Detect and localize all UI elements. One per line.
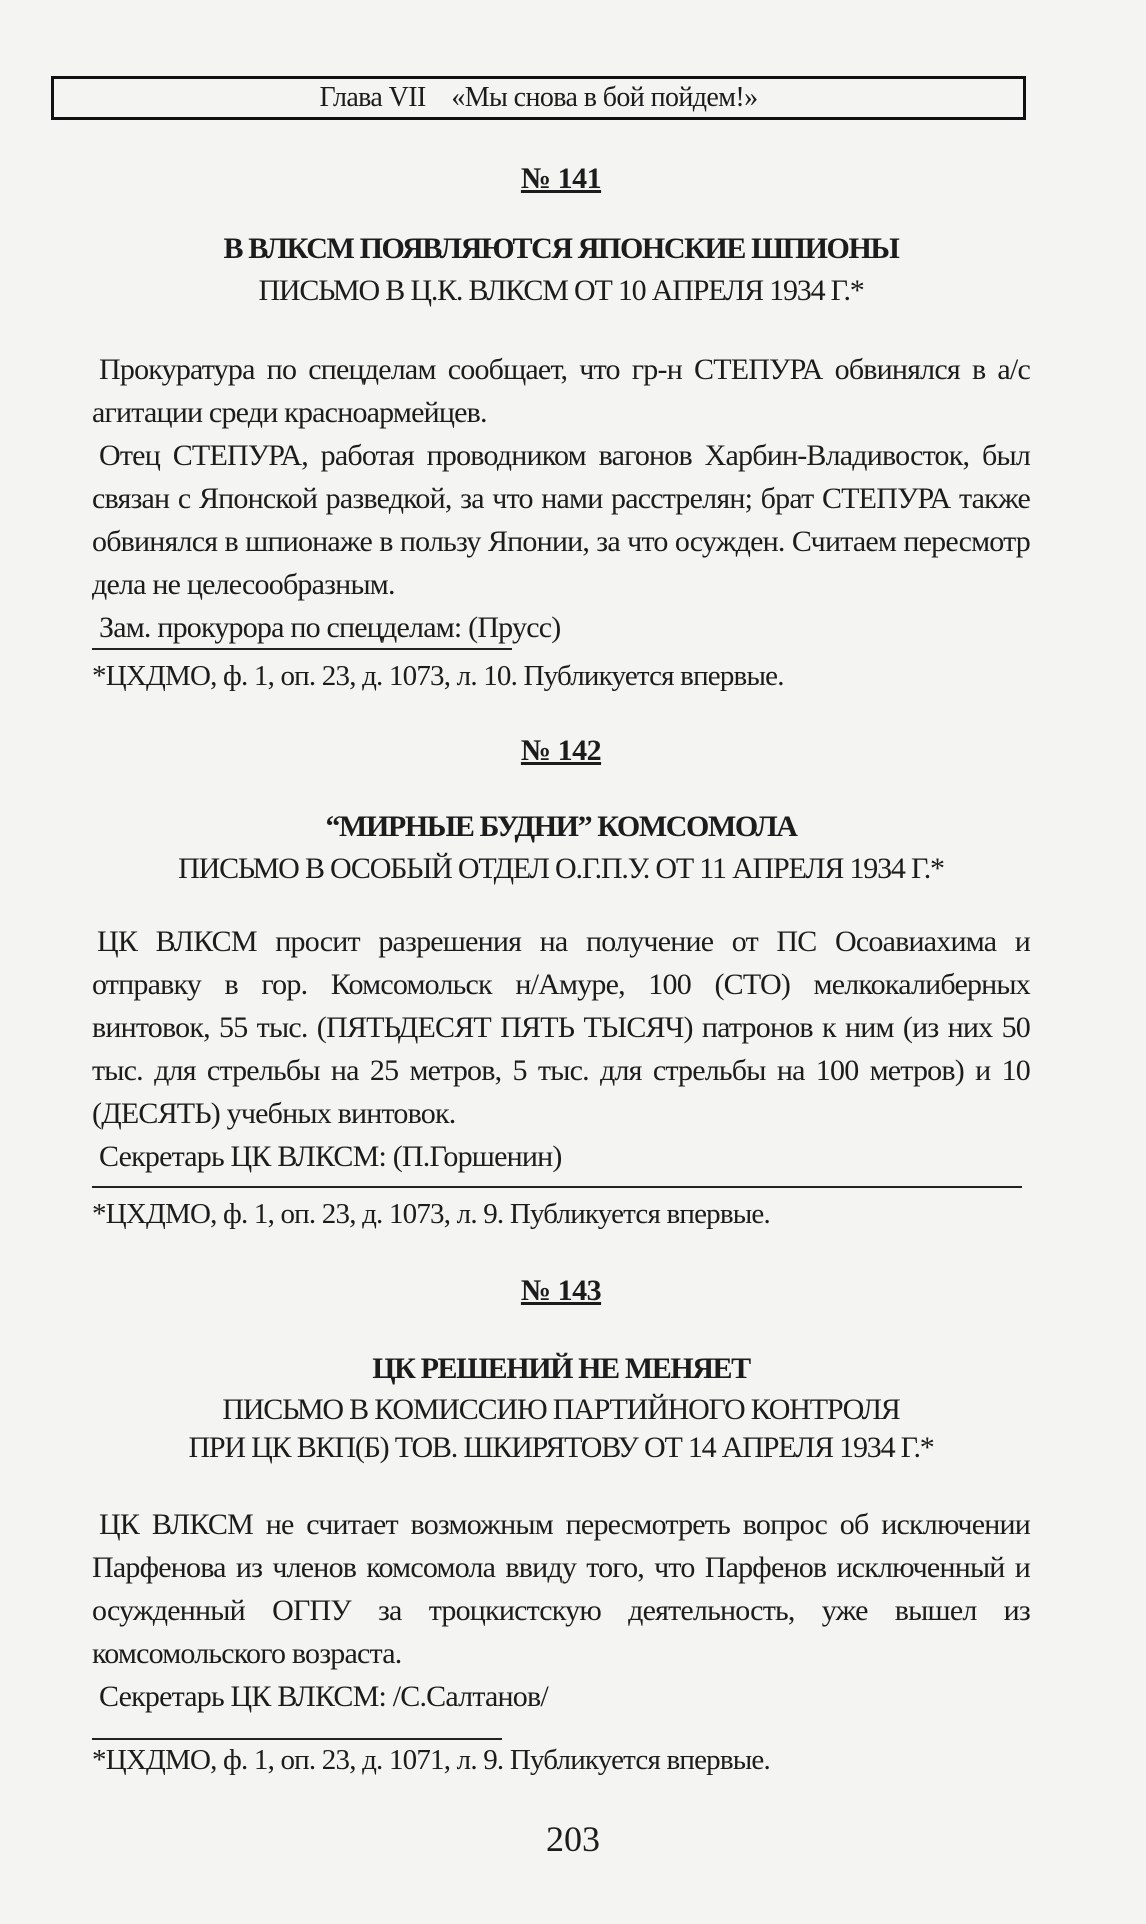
running-header bbox=[51, 76, 1026, 120]
footnote: *ЦХДМО, ф. 1, оп. 23, д. 1073, л. 9. Публикуется впервые. bbox=[92, 1198, 770, 1230]
document-title: “МИРНЫЕ БУДНИ” КОМСОМОЛА bbox=[325, 810, 797, 843]
paragraph: ЦК ВЛКСМ не считает возможным пересмотреть вопрос об исключении Парфенова из членов комсомола ввиду того, что Парфенов исключенный и осужденный ОГПУ за троцкистскую деятельность, уже вышел из комсомольского возраста. bbox=[92, 1508, 1030, 1670]
document-title: ЦК РЕШЕНИЙ НЕ МЕНЯЕТ bbox=[372, 1352, 750, 1385]
document-number: № 143 bbox=[520, 1274, 602, 1307]
paragraph: ЦК ВЛКСМ просит разрешения на получение от ПС Осоавиахима и отправку в гор. Комсомольск н/Амуре, 100 (СТО) мелкокалиберных винтовок, 55 тыс. (ПЯТЬДЕСЯТ ПЯТЬ ТЫСЯЧ) патронов к ним (из них 50 тыс. для стрельбы на 25 метров, 5 тыс. для стрельбы на 100 метров) и 10 (ДЕСЯТЬ) учебных винтовок. bbox=[92, 925, 1030, 1130]
document-subtitle: ПРИ ЦК ВКП(Б) ТОВ. ШКИРЯТОВУ ОТ 14 АПРЕЛЯ 1934 Г.* bbox=[188, 1431, 934, 1464]
document-number: № 141 bbox=[520, 162, 602, 195]
document-title: В ВЛКСМ ПОЯВЛЯЮТСЯ ЯПОНСКИЕ ШПИОНЫ bbox=[223, 232, 899, 265]
document-number: № 142 bbox=[520, 734, 602, 767]
paragraph: Отец СТЕПУРА, работая проводником вагонов Харбин-Владивосток, был связан с Японской разведкой, за что нами расстрелян; брат СТЕПУРА также обвинялся в шпионаже в пользу Японии, за что осужден. Считаем пересмотр дела не целесообразным. bbox=[92, 439, 1030, 601]
footnote-divider bbox=[92, 648, 512, 650]
chapter-title: «Мы снова в бой пойдем!» bbox=[451, 82, 758, 113]
document-body bbox=[92, 920, 1030, 1178]
signature: Зам. прокурора по спецделам: (Прусс) bbox=[99, 611, 561, 644]
footnote: *ЦХДМО, ф. 1, оп. 23, д. 1073, л. 10. Публикуется впервые. bbox=[92, 660, 784, 692]
signature: Секретарь ЦК ВЛКСМ: /С.Салтанов/ bbox=[99, 1680, 548, 1713]
footnote-divider bbox=[92, 1738, 502, 1740]
page-number: 203 bbox=[546, 1819, 600, 1859]
chapter-label: Глава VII bbox=[319, 82, 426, 113]
footnote-divider bbox=[92, 1186, 1022, 1188]
document-subtitle: ПИСЬМО В КОМИССИЮ ПАРТИЙНОГО КОНТРОЛЯ bbox=[222, 1393, 900, 1426]
footnote: *ЦХДМО, ф. 1, оп. 23, д. 1071, л. 9. Публикуется впервые. bbox=[92, 1744, 770, 1776]
document-subtitle: ПИСЬМО В Ц.К. ВЛКСМ ОТ 10 АПРЕЛЯ 1934 Г.* bbox=[258, 274, 864, 307]
document-body bbox=[92, 348, 1030, 649]
signature: Секретарь ЦК ВЛКСМ: (П.Горшенин) bbox=[99, 1140, 562, 1173]
document-subtitle: ПИСЬМО В ОСОБЫЙ ОТДЕЛ О.Г.П.У. ОТ 11 АПРЕЛЯ 1934 Г.* bbox=[178, 852, 944, 885]
paragraph: Прокуратура по спецделам сообщает, что гр-н СТЕПУРА обвинялся в а/с агитации среди красноармейцев. bbox=[92, 353, 1030, 429]
document-body bbox=[92, 1503, 1030, 1718]
